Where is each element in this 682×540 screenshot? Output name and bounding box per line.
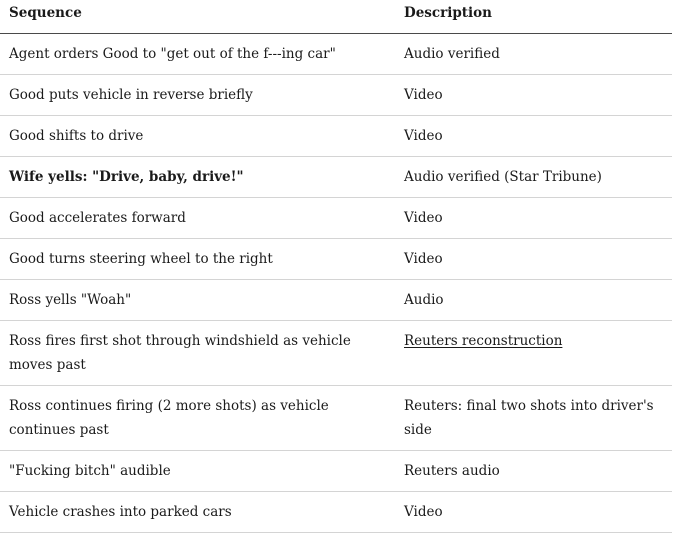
description-cell: Reuters: final two shots into driver's side [395, 386, 672, 451]
description-cell: Video [395, 239, 672, 280]
sequence-cell: Good accelerates forward [0, 198, 395, 239]
description-cell: Audio [395, 280, 672, 321]
sequence-cell: Good shifts to drive [0, 116, 395, 157]
table-row [0, 34, 672, 75]
sequence-cell: Vehicle crashes into parked cars [0, 492, 395, 533]
table-row [0, 280, 672, 321]
description-cell: Video [395, 492, 672, 533]
description-cell: Audio verified (Star Tribune) [395, 157, 672, 198]
table-row [0, 116, 672, 157]
table-row [0, 75, 672, 116]
table-row [0, 239, 672, 280]
table-row [0, 492, 672, 533]
table-row [0, 386, 672, 451]
header-row [0, 0, 672, 34]
description-cell [395, 321, 672, 386]
table-row [0, 198, 672, 239]
table-row [0, 451, 672, 492]
sequence-cell: Agent orders Good to "get out of the f---ing car" [0, 34, 395, 75]
header-description: Description [395, 0, 672, 34]
sequence-cell: Good puts vehicle in reverse briefly [0, 75, 395, 116]
sequence-cell: "Fucking bitch" audible [0, 451, 395, 492]
sequence-cell: Ross continues firing (2 more shots) as vehicle continues past [0, 386, 395, 451]
table-row [0, 321, 672, 386]
sequence-cell: Ross yells "Woah" [0, 280, 395, 321]
description-cell: Video [395, 116, 672, 157]
description-cell: Reuters audio [395, 451, 672, 492]
description-cell: Video [395, 198, 672, 239]
sequence-cell: Wife yells: "Drive, baby, drive!" [0, 157, 395, 198]
table-row [0, 157, 672, 198]
sequence-cell: Ross fires first shot through windshield as vehicle moves past [0, 321, 395, 386]
description-cell: Audio verified [395, 34, 672, 75]
sequence-cell: Good turns steering wheel to the right [0, 239, 395, 280]
description-cell: Video [395, 75, 672, 116]
reuters-reconstruction-link[interactable]: Reuters reconstruction [404, 333, 563, 350]
header-sequence: Sequence [0, 0, 395, 34]
